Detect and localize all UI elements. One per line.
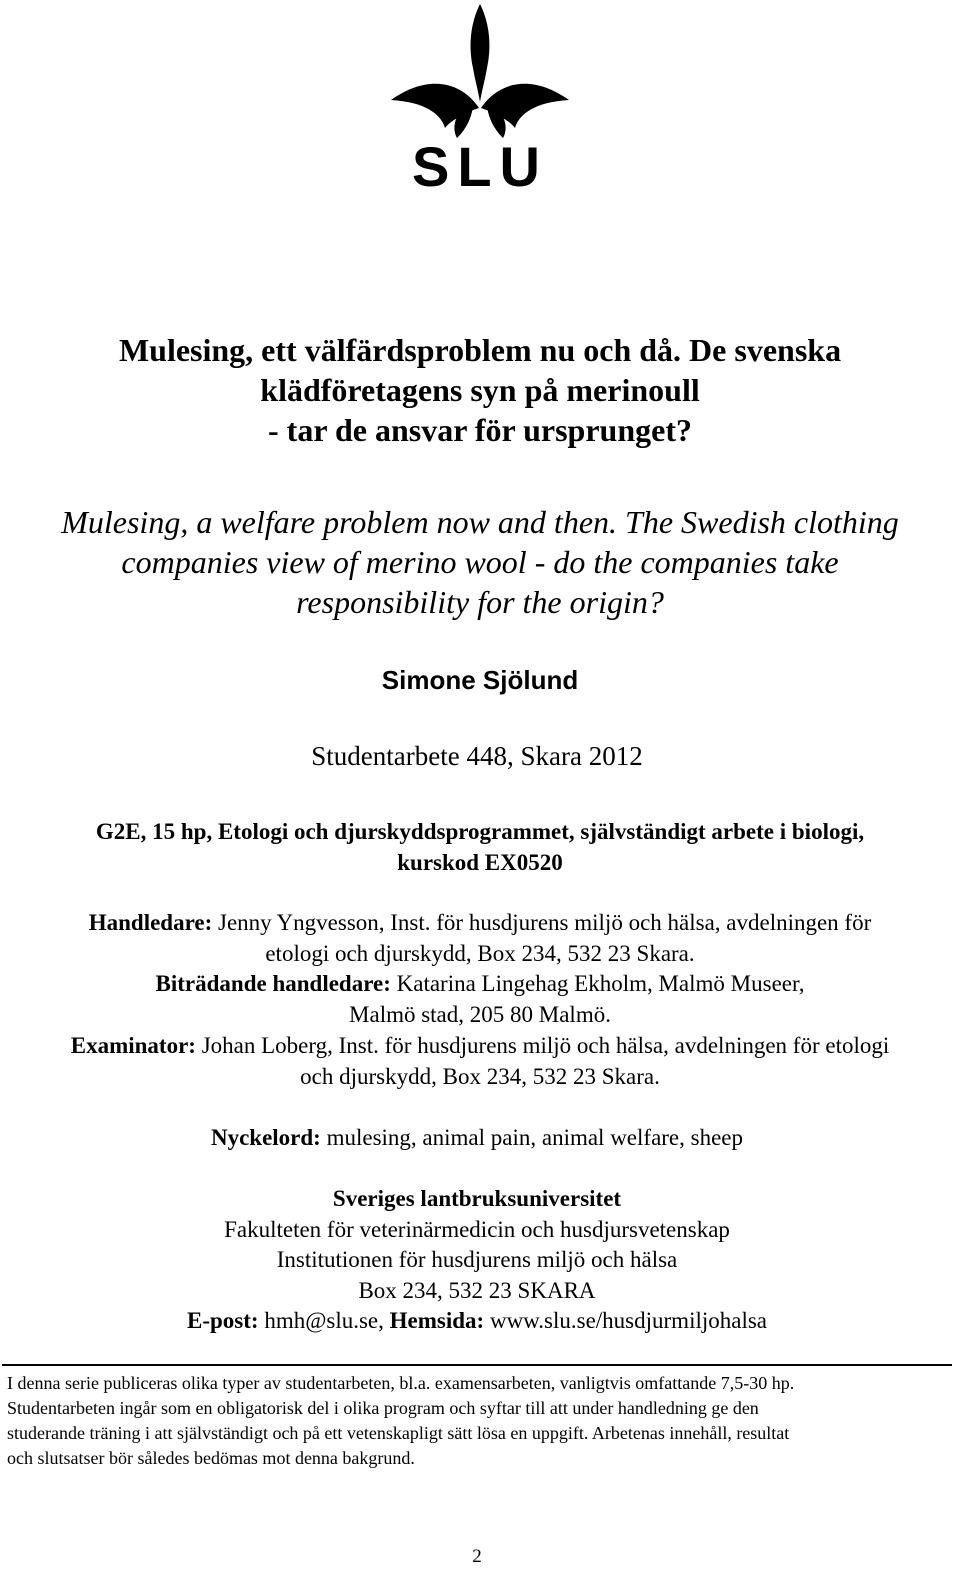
examiner-row: [0, 1031, 960, 1062]
university-address: Box 234, 532 23 SKARA: [358, 1277, 596, 1303]
supervisor-label: Handledare:: [88, 910, 213, 935]
web-label: Hemsida:: [389, 1308, 485, 1333]
footer-line: studerande träning i att självständigt och på ett vetenskapligt sätt lösa en uppgift. Arbetenas innehåll, resultat: [7, 1423, 790, 1443]
assistant-supervisor-row: [0, 969, 960, 1000]
supervisor-text: Jenny Yngvesson, Inst. för husdjurens miljö och hälsa, avdelningen för: [212, 910, 872, 935]
faculty-name: Fakulteten för veterinärmedicin och husdjursvetenskap: [224, 1216, 730, 1242]
footer-divider: [2, 1364, 952, 1366]
examiner-text: Johan Loberg, Inst. för husdjurens miljö och hälsa, avdelningen för etologi: [195, 1032, 890, 1058]
examiner-label: Examinator:: [70, 1032, 196, 1058]
title-line: klädföretagens syn på merinoull: [260, 372, 700, 408]
swedish-title: [0, 330, 960, 450]
subtitle-line: companies view of merino wool - do the companies take: [121, 544, 839, 580]
examiner-text-cont: och djurskydd, Box 234, 532 23 Skara.: [300, 1063, 660, 1089]
keywords-label: Nyckelord:: [210, 1125, 321, 1150]
supervisors-block: [0, 908, 960, 1092]
subtitle-line: responsibility for the origin?: [296, 584, 664, 620]
subtitle-line: Mulesing, a welfare problem now and then. The Swedish clothing: [61, 504, 899, 540]
title-line: Mulesing, ett välfärdsproblem nu och då. De svenska: [118, 332, 842, 368]
supervisor-row: [0, 908, 960, 939]
page-number: 2: [472, 1546, 482, 1567]
footer-line: och slutsatser bör således bedömas mot denna bakgrund.: [7, 1448, 415, 1468]
series-info: Studentarbete 448, Skara 2012: [311, 741, 643, 771]
course-line: G2E, 15 hp, Etologi och djurskyddsprogrammet, självständigt arbete i biologi,: [95, 819, 865, 844]
department-name: Institutionen för husdjurens miljö och hälsa: [276, 1247, 678, 1272]
email-label: E-post:: [187, 1308, 259, 1333]
university-block: [0, 1184, 954, 1337]
english-title: [0, 502, 960, 622]
contact-row: [0, 1306, 954, 1337]
slu-plant-logo-icon: [385, 2, 575, 194]
email-value: hmh@slu.se,: [258, 1308, 390, 1333]
supervisor-text-cont: etologi och djurskydd, Box 234, 532 23 Skara.: [265, 940, 695, 966]
course-line: kurskod EX0520: [397, 850, 563, 875]
course-info: [0, 816, 960, 878]
slu-logo: [385, 2, 575, 194]
title-line: - tar de ansvar för ursprunget?: [268, 412, 692, 448]
footer-line: I denna serie publiceras olika typer av studentarbeten, bl.a. examensarbeten, vanligtvis omfattande 7,5-30 hp.: [7, 1373, 795, 1393]
footer-line: Studentarbeten ingår som en obligatorisk del i olika program och syftar till att under handledning ge den: [7, 1398, 759, 1418]
assistant-supervisor-label: Biträdande handledare:: [155, 971, 391, 997]
keywords: [0, 1123, 954, 1153]
assistant-supervisor-text: Katarina Lingehag Ekholm, Malmö Museer,: [390, 971, 805, 997]
keywords-value: mulesing, animal pain, animal welfare, sheep: [320, 1125, 744, 1150]
university-name: [0, 1184, 954, 1215]
assistant-supervisor-text-cont: Malmö stad, 205 80 Malmö.: [349, 1002, 611, 1028]
university-name-text: Sveriges lantbruksuniversitet: [332, 1186, 622, 1211]
web-value: www.slu.se/husdjurmiljohalsa: [484, 1308, 767, 1333]
series-footer-note: [7, 1371, 952, 1471]
logo-text: SLU: [412, 135, 548, 194]
author-name: Simone Sjölund: [381, 665, 579, 695]
